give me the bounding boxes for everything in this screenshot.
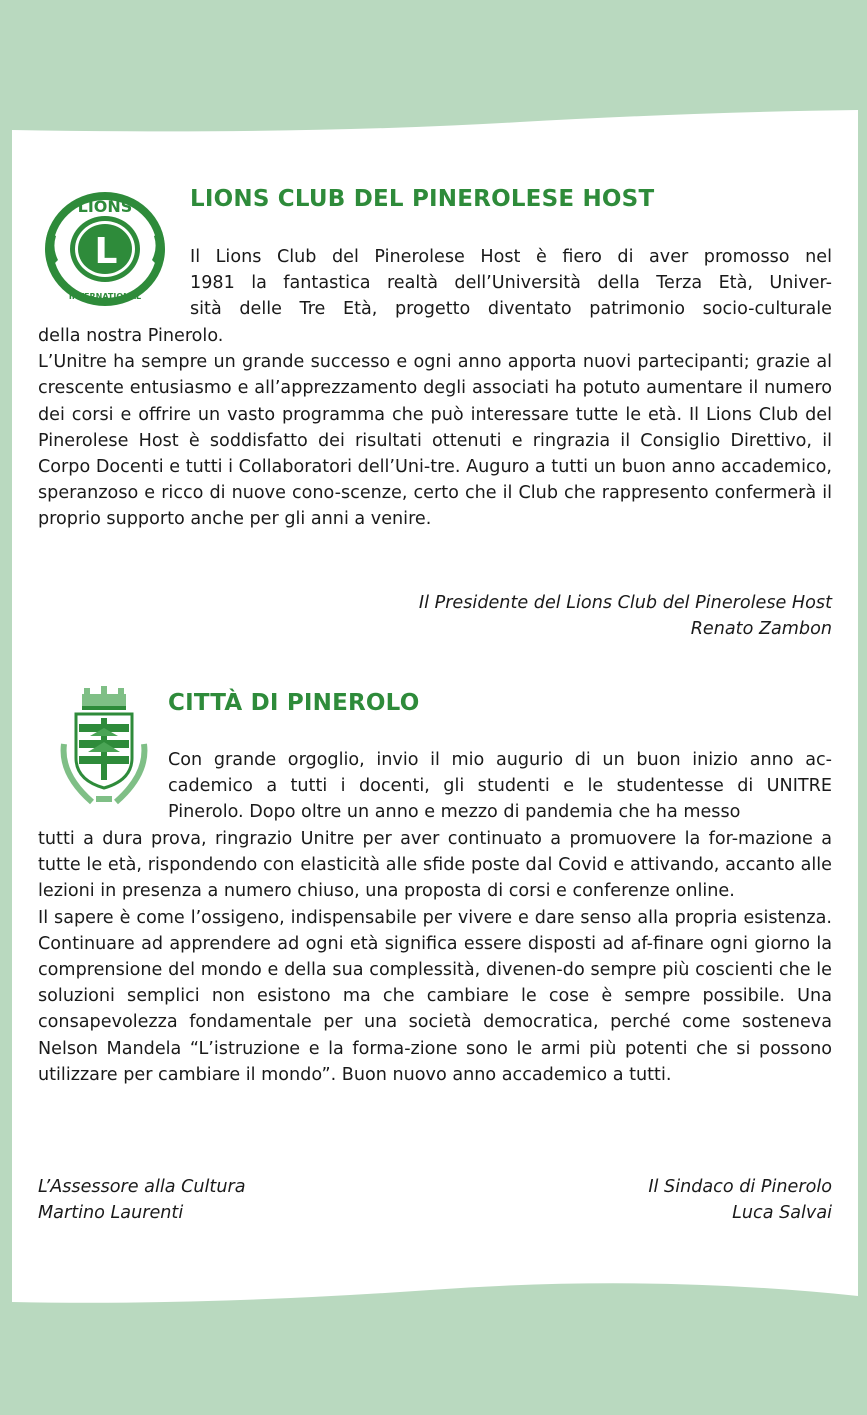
citta-title: CITTÀ DI PINEROLO: [168, 690, 420, 716]
logo-bottom-text: INTERNATIONAL: [68, 292, 142, 301]
lions-international-logo: [40, 188, 170, 310]
assessore-name: Martino Laurenti: [38, 1203, 184, 1223]
citta-intro-line-2: cademico a tutti i docenti, gli studenti e le studentesse di UNITRE: [168, 776, 832, 797]
lions-signature-name: Renato Zambon: [690, 619, 832, 639]
assessore-role: L’Assessore alla Cultura: [38, 1177, 246, 1197]
lions-intro-line-2: 1981 la fantastica realtà dell’Università della Terza Età, Univer-: [190, 273, 832, 294]
citta-intro-line-3: Pinerolo. Dopo oltre un anno e mezzo di pandemia che ha messo: [168, 802, 741, 823]
lions-signature-role: Il Presidente del Lions Club del Pinerolese Host: [418, 593, 832, 613]
citta-intro-tail: tutti a dura prova, ringrazio Unitre per aver continuato a promuovere la for-mazione a tutte le età, rispondendo con elasticità alle sfide poste dal Covid e attivando, accanto alle lezioni in presenza a numero chiuso, una proposta di corsi e conferenze online.: [38, 829, 832, 902]
lions-intro-tail: della nostra Pinerolo.: [38, 326, 224, 346]
citta-paragraph-2: Il sapere è come l’ossigeno, indispensabile per vivere e dare senso alla propria esistenza. Continuare ad apprendere ad ogni età significa essere disposti ad af-finare ogni giorno la comprensione del mondo e della sua complessità, divenen-do sempre più coscienti che le soluzioni semplici non esistono ma che cambiare le cose è sempre possibile. Una consapevolezza fondamentale per una società democratica, perché come sosteneva Nelson Mandela “L’istruzione e la forma-zione sono le armi più potenti che si possono utilizzare per cambiare il mondo”. Buon nuovo anno accademico a tutti.: [38, 907, 832, 1085]
sindaco-signature: [500, 1174, 832, 1226]
lions-body: [38, 323, 832, 533]
lions-signature: [300, 590, 832, 642]
pinerolo-coat-of-arms: [52, 684, 156, 812]
lions-title: LIONS CLUB DEL PINEROLESE HOST: [190, 186, 655, 212]
citta-intro: [168, 747, 832, 826]
sindaco-name: Luca Salvai: [732, 1203, 832, 1223]
lions-intro-line-3: sità delle Tre Età, progetto diventato patrimonio socio-culturale: [190, 299, 832, 320]
lions-paragraph-2: L’Unitre ha sempre un grande successo e ogni anno apporta nuovi partecipanti; grazie al crescente entusiasmo e all’apprezzamento degli associati ha potuto aumentare il numero dei corsi e offrire un vasto programma che può interessare tutte le età. Il Lions Club del Pinerolese Host è soddisfatto dei risultati ottenuti e ringrazia il Consiglio Direttivo, il Corpo Docenti e tutti i Collaboratori dell’Uni-tre. Auguro a tutti un buon anno accademico, speranzoso e ricco di nuove cono-scenze, certo che il Club che rappresento confermerà il proprio supporto anche per gli anni a venire.: [38, 352, 832, 530]
citta-body: [38, 826, 832, 1088]
lions-intro: [190, 244, 832, 323]
logo-letter: L: [94, 231, 118, 272]
lions-intro-line-1: Il Lions Club del Pinerolese Host è fiero di aver promosso nel: [190, 247, 832, 267]
citta-intro-line-1: Con grande orgoglio, invio il mio augurio di un buon inizio anno ac-: [168, 750, 832, 770]
logo-top-text: LIONS: [77, 197, 133, 216]
sindaco-role: Il Sindaco di Pinerolo: [648, 1177, 832, 1197]
assessore-signature: [38, 1174, 246, 1226]
